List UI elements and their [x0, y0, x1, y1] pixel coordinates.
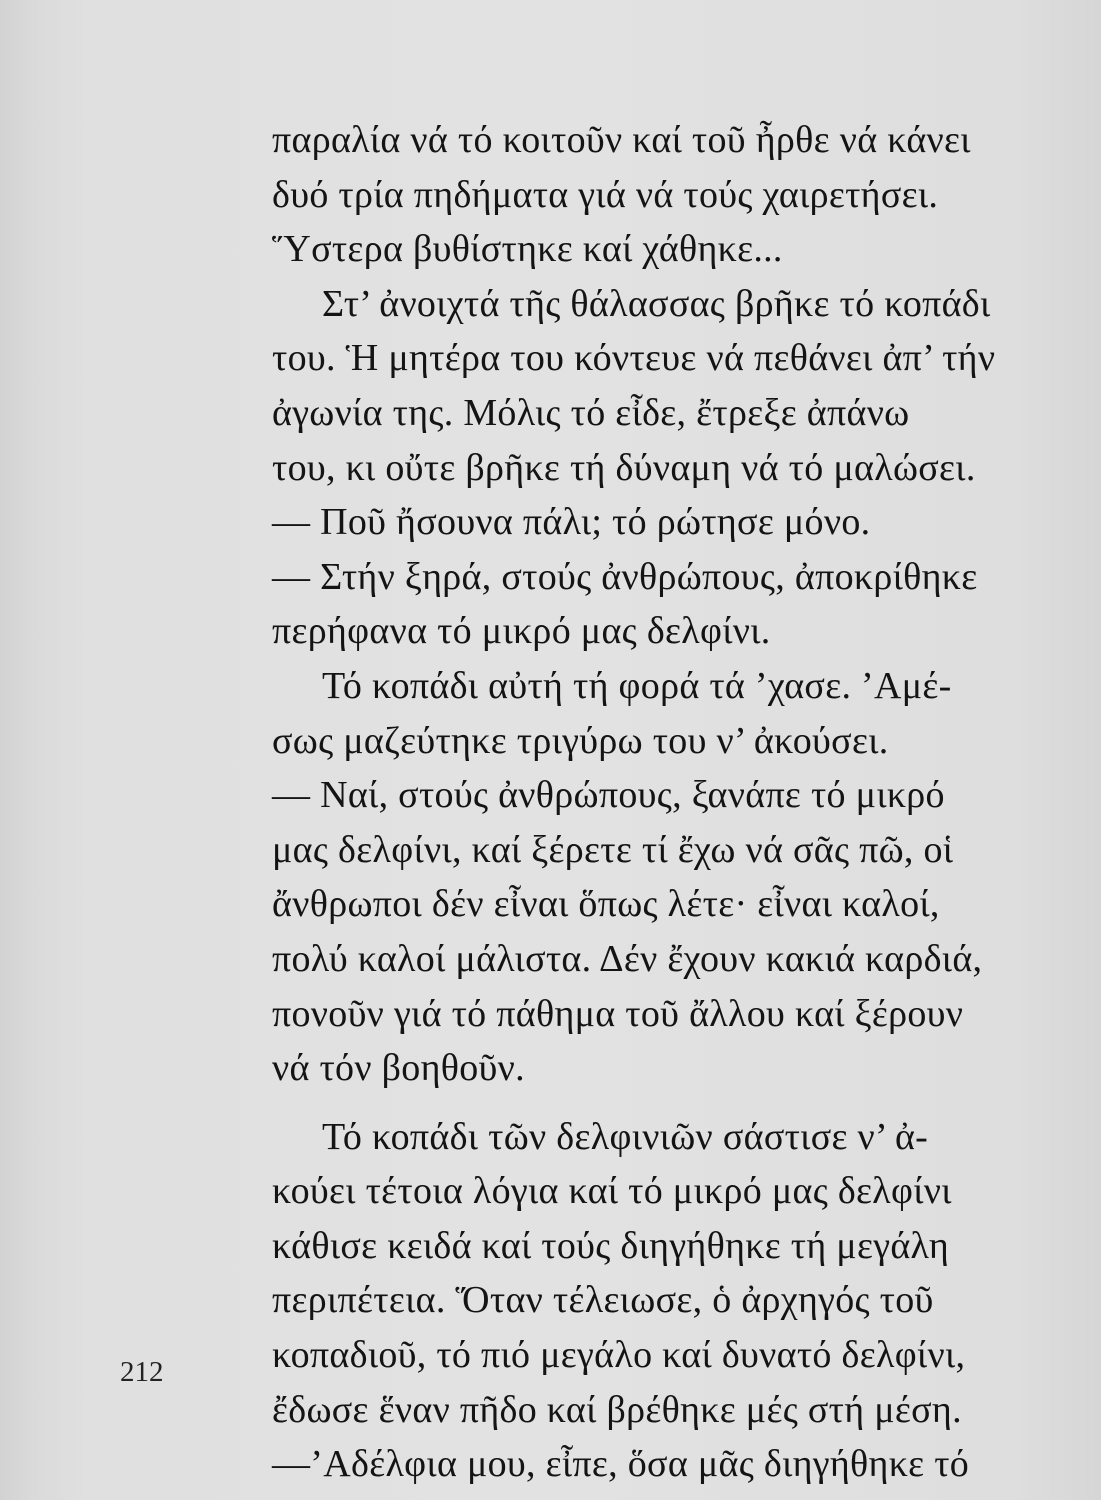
text-line: κοπαδιοῦ, τό πιό μεγάλο καί δυνατό δελφίνι,	[272, 1334, 966, 1377]
text-line: του. Ἡ μητέρα του κόντευε νά πεθάνει ἀπ’ τήν	[272, 337, 996, 380]
text-line: ἄνθρωποι δέν εἶναι ὅπως λέτε· εἶναι καλοί,	[272, 883, 940, 926]
text-line: σως μαζεύτηκε τριγύρω του ν’ ἀκούσει.	[272, 719, 889, 762]
text-line: Ὕστερα βυθίστηκε καί χάθηκε...	[272, 228, 783, 271]
paragraph-gap	[272, 1096, 1050, 1110]
text-line: παραλία νά τό κοιτοῦν καί τοῦ ἦρθε νά κάνει	[272, 119, 971, 161]
page-number: 212	[120, 1356, 164, 1388]
text-line: πολύ καλοί μάλιστα. Δέν ἔχουν κακιά καρδιά,	[272, 937, 983, 980]
text-line: δυό τρία πηδήματα γιά νά τούς χαιρετήσει.	[272, 173, 939, 216]
dialogue-line: — Στήν ξηρά, στούς ἀνθρώπους, ἀποκρίθηκε	[272, 555, 978, 598]
text-line: ἔδωσε ἕναν πῆδο καί βρέθηκε μές στή μέση.	[272, 1388, 962, 1431]
dialogue-line: — Ναί, στούς ἀνθρώπους, ξανάπε τό μικρό	[272, 774, 945, 817]
text-line: ἀγωνία της. Μόλις τό εἶδε, ἔτρεξε ἀπάνω	[272, 391, 910, 434]
body-text	[272, 113, 1050, 1492]
text-line: περιπέτεια. Ὅταν τέλειωσε, ὁ ἀρχηγός τοῦ	[272, 1279, 934, 1322]
dialogue-line: — Ποῦ ἤσουνα πάλι; τό ρώτησε μόνο.	[272, 501, 871, 544]
text-line: μας δελφίνι, καί ξέρετε τί ἔχω νά σᾶς πῶ, οἱ	[272, 828, 954, 871]
text-line: πονοῦν γιά τό πάθημα τοῦ ἄλλου καί ξέρουν	[272, 992, 964, 1035]
dialogue-line: —’Αδέλφια μου, εἶπε, ὅσα μᾶς διηγήθηκε τό	[272, 1443, 970, 1486]
text-line: Τό κοπάδι αὐτή τή φορά τά ’χασε. ’Αμέ-	[322, 664, 952, 707]
text-line: περήφανα τό μικρό μας δελφίνι.	[272, 610, 771, 653]
text-line: κούει τέτοια λόγια καί τό μικρό μας δελφίνι	[272, 1170, 952, 1213]
text-line: του, κι οὔτε βρῆκε τή δύναμη νά τό μαλώσει.	[272, 446, 976, 489]
text-line: Τό κοπάδι τῶν δελφινιῶν σάστισε ν’ ἀ-	[322, 1115, 929, 1158]
text-line: νά τόν βοηθοῦν.	[272, 1047, 525, 1090]
text-line: κάθισε κειδά καί τούς διηγήθηκε τή μεγάλη	[272, 1224, 950, 1267]
text-line: Στ’ ἀνοιχτά τῆς θάλασσας βρῆκε τό κοπάδι	[322, 282, 991, 325]
